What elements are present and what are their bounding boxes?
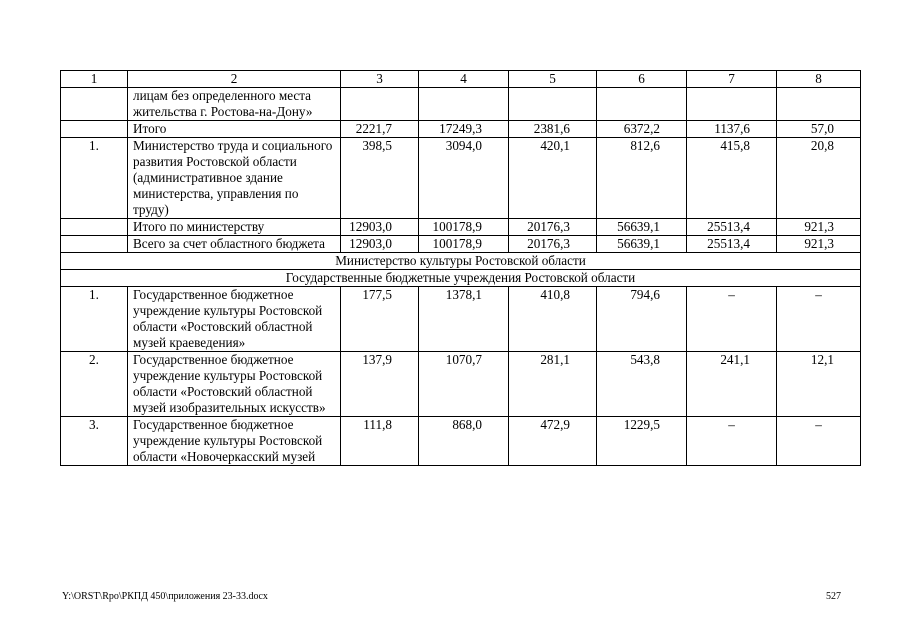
cell-value: 1229,5 [597, 417, 687, 466]
row-name: Министерство труда и социального развития Ростовской области (административное здание министерства, управления по труду) [128, 138, 341, 219]
row-name: Государственное бюджетное учреждение культуры Ростовской области «Ростовский областной музей краеведения» [128, 287, 341, 352]
cell-value: – [777, 287, 861, 352]
cell-value: 420,1 [509, 138, 597, 219]
column-header: 3 [341, 71, 419, 88]
footer-page-number: 527 [826, 591, 841, 602]
cell-value: 17249,3 [419, 121, 509, 138]
cell-value: – [777, 417, 861, 466]
cell-value: 1137,6 [687, 121, 777, 138]
section-subheading: Государственные бюджетные учреждения Ростовской области [61, 270, 861, 287]
table-row [61, 236, 861, 253]
cell-value [341, 88, 419, 121]
cell-value: 398,5 [341, 138, 419, 219]
table-row [61, 121, 861, 138]
cell-value: 137,9 [341, 352, 419, 417]
row-name: Итого по министерству [128, 219, 341, 236]
cell-value: 20176,3 [509, 219, 597, 236]
row-number [61, 219, 128, 236]
row-number: 1. [61, 287, 128, 352]
cell-value: 100178,9 [419, 219, 509, 236]
cell-value: 241,1 [687, 352, 777, 417]
column-number-row [61, 71, 861, 88]
row-name: Итого [128, 121, 341, 138]
cell-value: 3094,0 [419, 138, 509, 219]
cell-value: 281,1 [509, 352, 597, 417]
cell-value: 111,8 [341, 417, 419, 466]
cell-value: 921,3 [777, 219, 861, 236]
cell-value: 56639,1 [597, 219, 687, 236]
section-header-row [61, 253, 861, 270]
cell-value [419, 88, 509, 121]
row-name: Государственное бюджетное учреждение культуры Ростовской области «Новочеркасский музей [128, 417, 341, 466]
cell-value: – [687, 417, 777, 466]
table-row [61, 417, 861, 466]
cell-value [597, 88, 687, 121]
cell-value: 410,8 [509, 287, 597, 352]
cell-value: 1070,7 [419, 352, 509, 417]
cell-value: 1378,1 [419, 287, 509, 352]
cell-value: 56639,1 [597, 236, 687, 253]
row-name: Всего за счет областного бюджета [128, 236, 341, 253]
cell-value [777, 88, 861, 121]
table-row [61, 352, 861, 417]
cell-value: 25513,4 [687, 219, 777, 236]
cell-value: 2381,6 [509, 121, 597, 138]
cell-value: 472,9 [509, 417, 597, 466]
table-row [61, 287, 861, 352]
cell-value: 415,8 [687, 138, 777, 219]
column-header: 6 [597, 71, 687, 88]
cell-value: 921,3 [777, 236, 861, 253]
column-header: 7 [687, 71, 777, 88]
section-header-row [61, 270, 861, 287]
row-number: 1. [61, 138, 128, 219]
row-number: 3. [61, 417, 128, 466]
table-row [61, 138, 861, 219]
cell-value: 812,6 [597, 138, 687, 219]
column-header: 5 [509, 71, 597, 88]
cell-value: 57,0 [777, 121, 861, 138]
cell-value: 6372,2 [597, 121, 687, 138]
cell-value: 12903,0 [341, 236, 419, 253]
section-heading: Министерство культуры Ростовской области [61, 253, 861, 270]
cell-value: 12903,0 [341, 219, 419, 236]
row-name: лицам без определенного места жительства г. Ростова-на-Дону» [128, 88, 341, 121]
row-number [61, 236, 128, 253]
row-number: 2. [61, 352, 128, 417]
row-number [61, 121, 128, 138]
cell-value: – [687, 287, 777, 352]
column-header: 2 [128, 71, 341, 88]
cell-value: 868,0 [419, 417, 509, 466]
cell-value: 177,5 [341, 287, 419, 352]
budget-table [60, 70, 861, 466]
row-number [61, 88, 128, 121]
cell-value [687, 88, 777, 121]
column-header: 1 [61, 71, 128, 88]
cell-value: 20176,3 [509, 236, 597, 253]
row-name: Государственное бюджетное учреждение культуры Ростовской области «Ростовский областной музей изобразительных искусств» [128, 352, 341, 417]
table-row [61, 219, 861, 236]
cell-value: 543,8 [597, 352, 687, 417]
cell-value: 100178,9 [419, 236, 509, 253]
footer-file-path: Y:\ORST\Rpo\РКПД 450\приложения 23-33.docx [62, 591, 268, 602]
cell-value: 794,6 [597, 287, 687, 352]
column-header: 4 [419, 71, 509, 88]
table-row [61, 88, 861, 121]
cell-value [509, 88, 597, 121]
cell-value: 12,1 [777, 352, 861, 417]
cell-value: 20,8 [777, 138, 861, 219]
cell-value: 25513,4 [687, 236, 777, 253]
column-header: 8 [777, 71, 861, 88]
cell-value: 2221,7 [341, 121, 419, 138]
